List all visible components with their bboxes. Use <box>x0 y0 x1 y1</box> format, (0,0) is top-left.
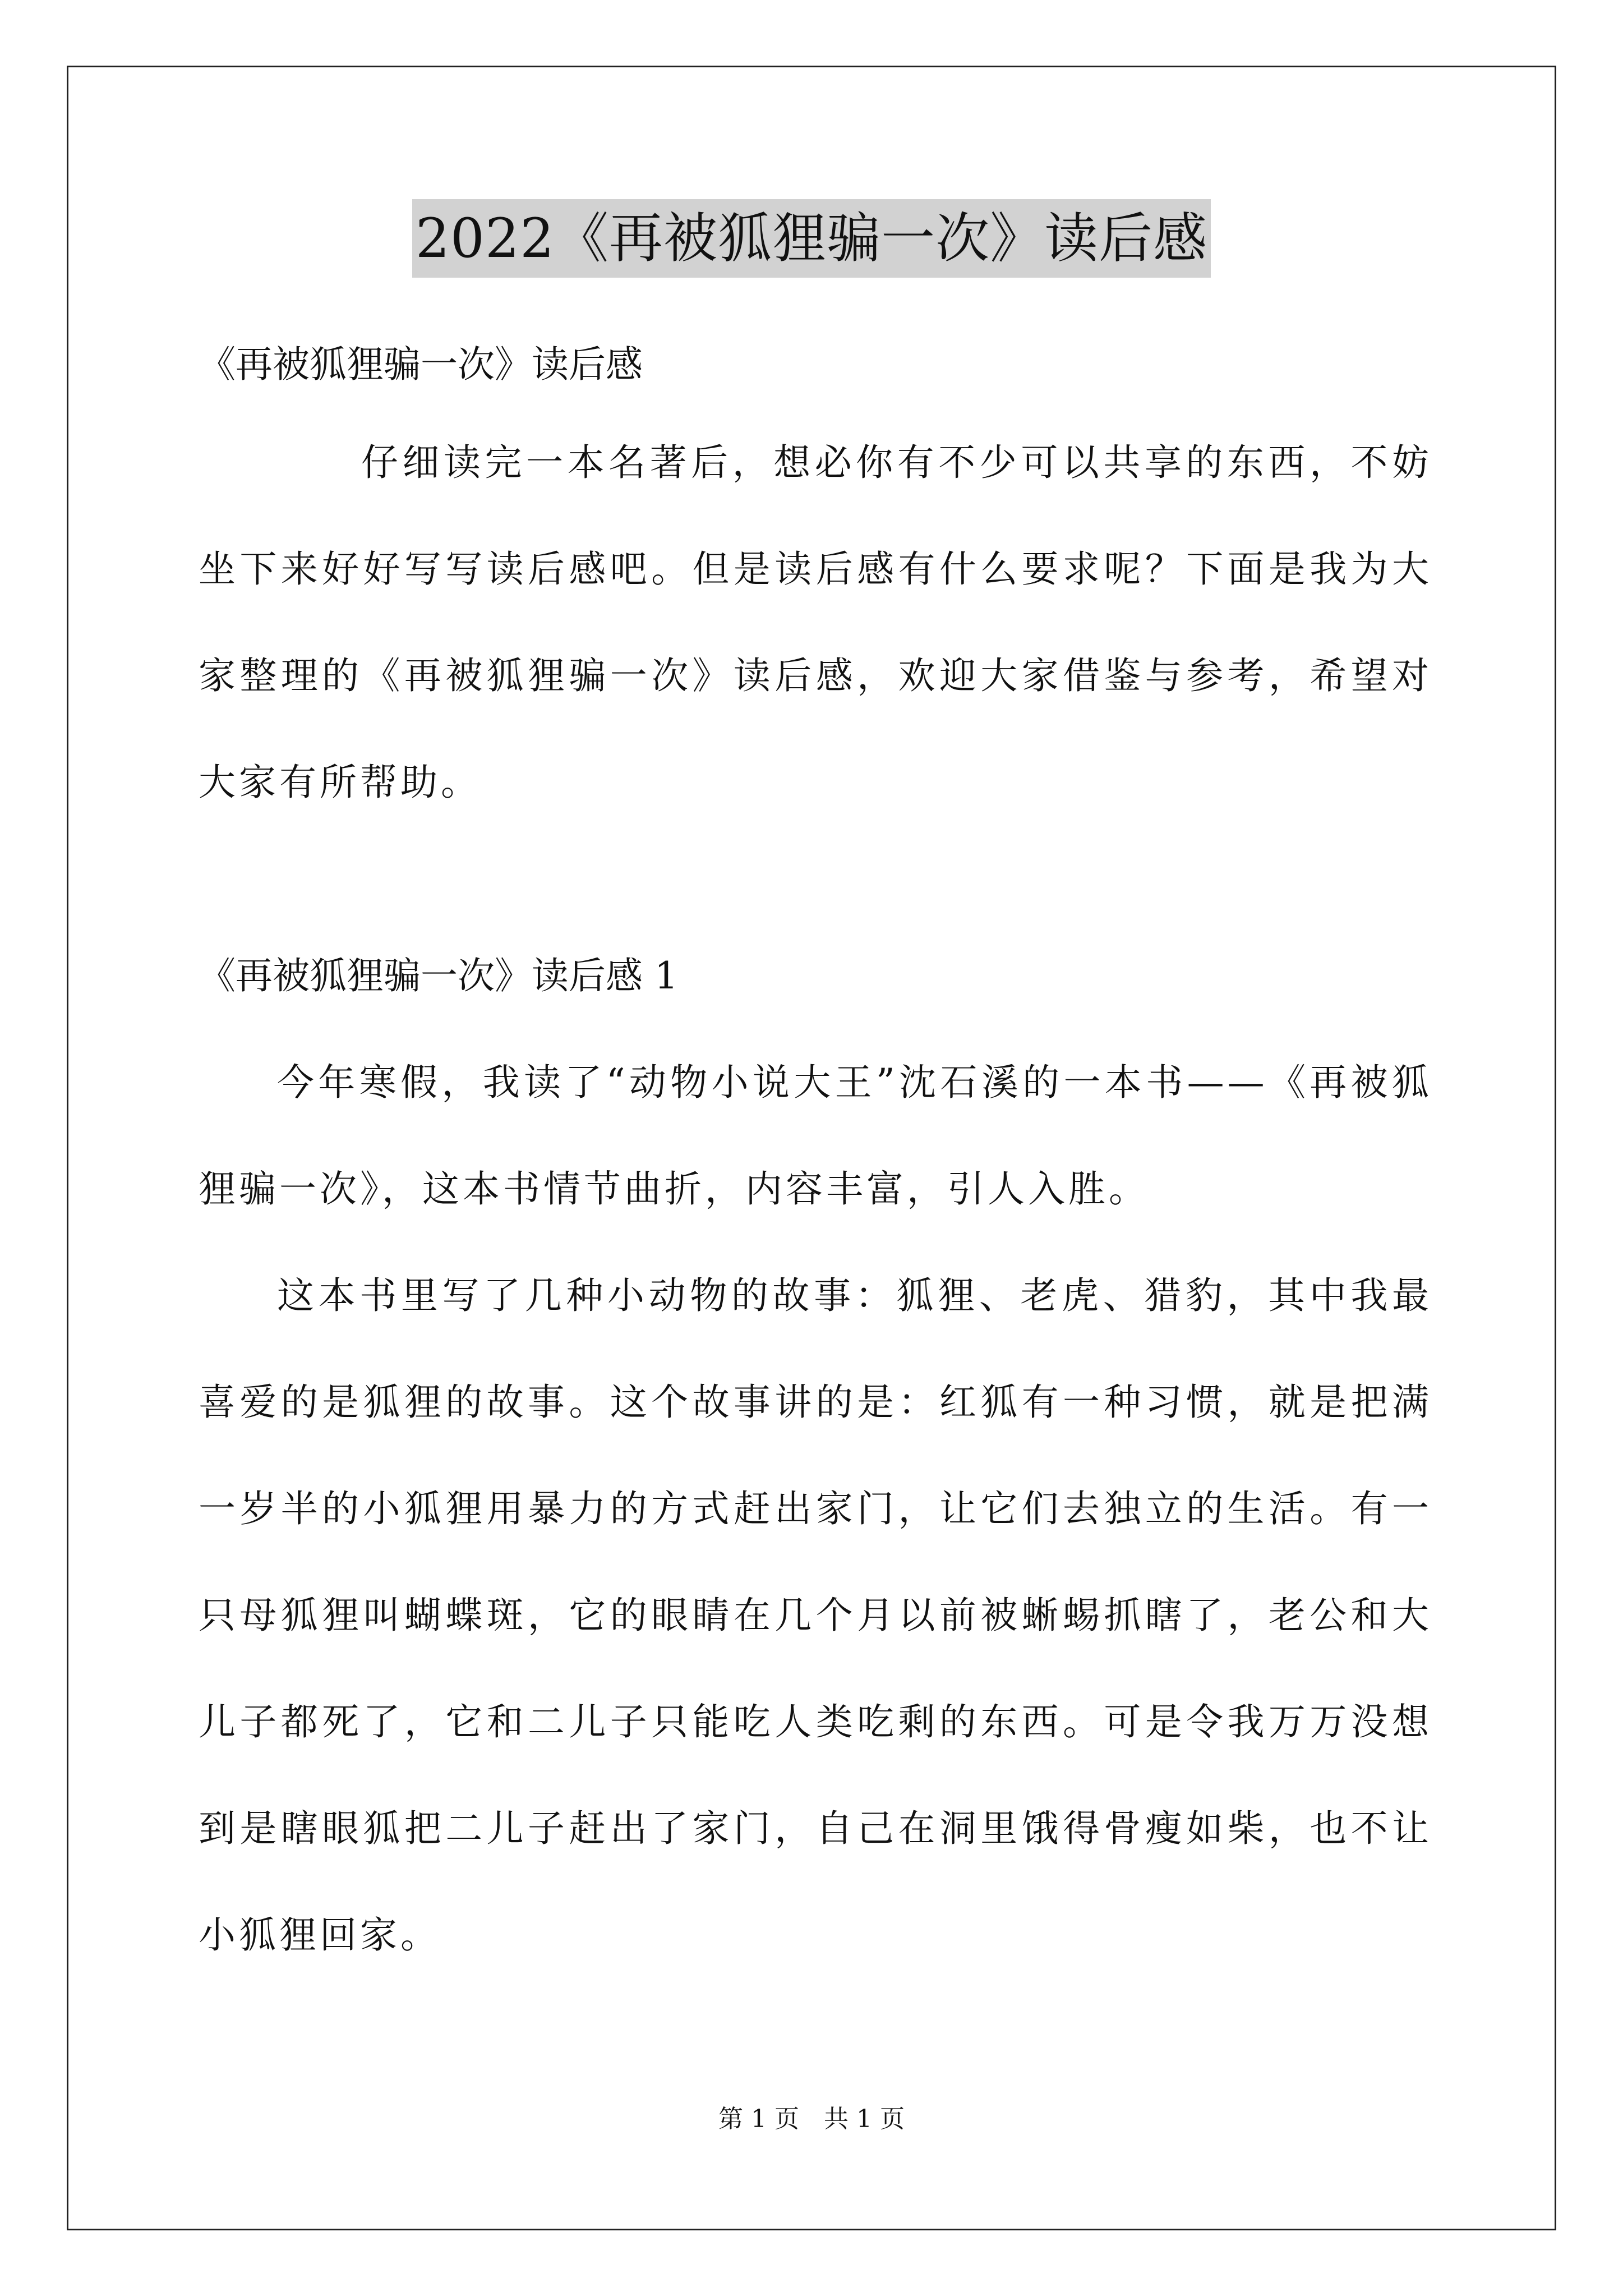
body-paragraph-1: 今年寒假，我读了“动物小说大王”沈石溪的一本书——《再被狐狸骗一次》，这本书情节曲折，内容丰富，引人入胜。 <box>199 1061 1432 1211</box>
intro-heading: 《再被狐狸骗一次》读后感 <box>199 343 643 386</box>
document-body <box>199 314 1432 1989</box>
intro-paragraph: 仔细读完一本名著后，想必你有不少可以共享的东西，不妨坐下来好好写写读后感吧。但是读后感有什么要求呢？下面是我为大家整理的《再被狐狸骗一次》读后感，欢迎大家借鉴与参考，希望对大家有所帮助。 <box>199 441 1432 804</box>
body-paragraph-2: 这本书里写了几种小动物的故事：狐狸、老虎、猎豹，其中我最喜爱的是狐狸的故事。这个故事讲的是：红狐有一种习惯，就是把满一岁半的小狐狸用暴力的方式赶出家门，让它们去独立的生活。有一只母狐狸叫蝴蝶斑，它的眼睛在几个月以前被蜥蜴抓瞎了，老公和大儿子都死了，它和二儿子只能吃人类吃剩的东西。可是令我万万没想到是瞎眼狐把二儿子赶出了家门，自己在洞里饿得骨瘦如柴，也不让小狐狸回家。 <box>199 1274 1432 1957</box>
section-heading: 《再被狐狸骗一次》读后感 1 <box>199 954 678 997</box>
document-title: 2022《再被狐狸骗一次》读后感 <box>412 199 1211 278</box>
title-container <box>0 199 1623 278</box>
page-footer: 第 1 页 共 1 页 <box>718 2105 905 2133</box>
